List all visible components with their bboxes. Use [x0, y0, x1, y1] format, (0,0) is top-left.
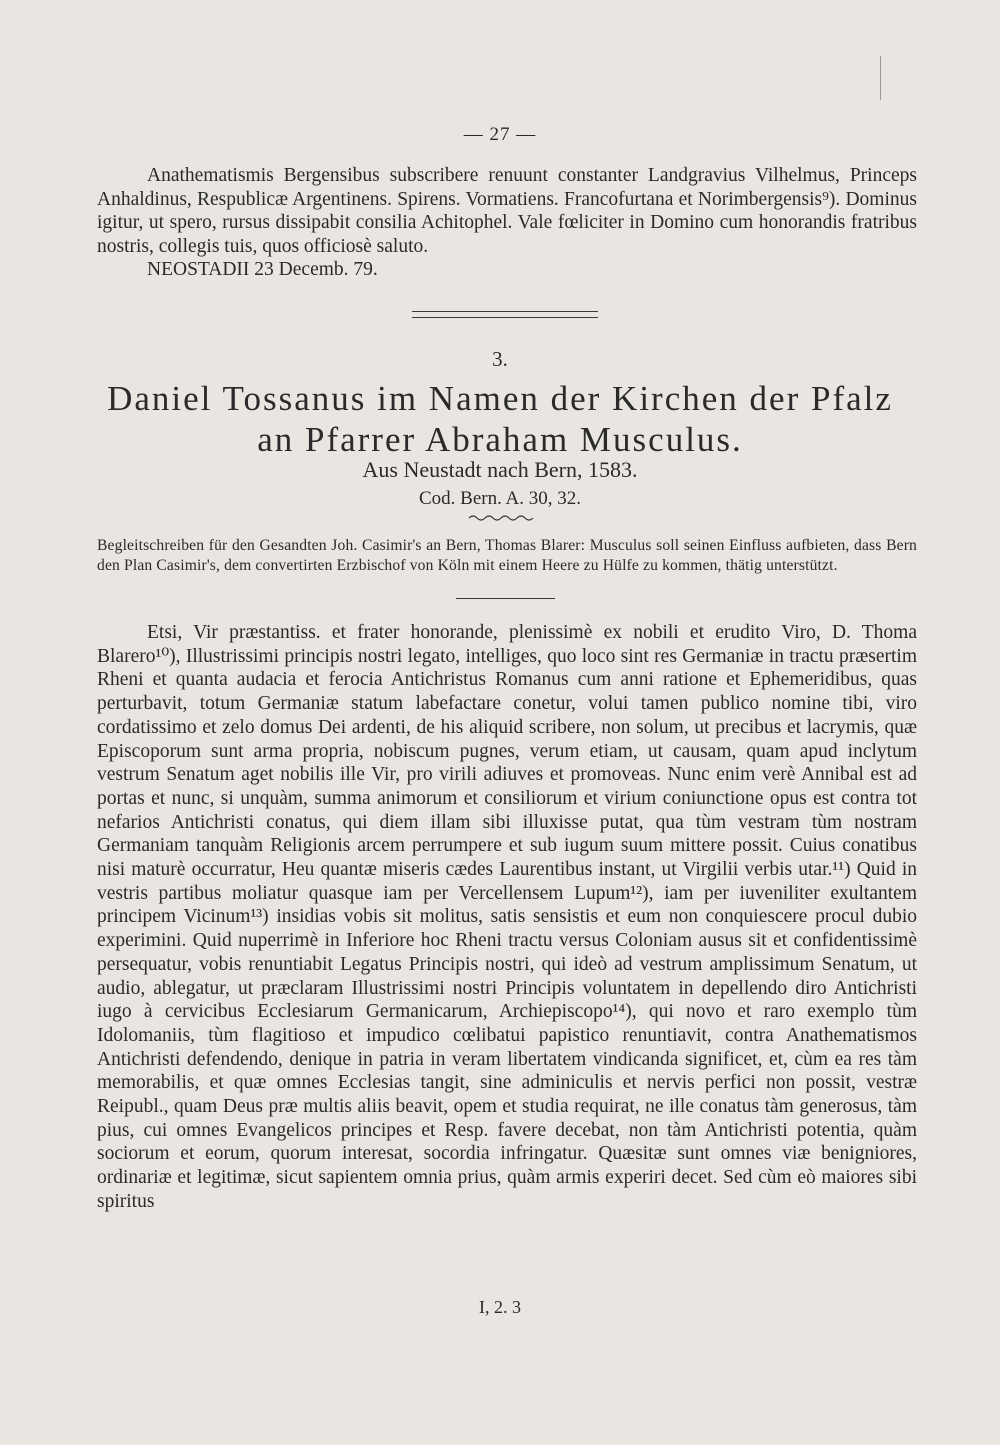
signature-mark: I, 2. 3 — [479, 1297, 521, 1317]
page-number: — 27 — — [463, 124, 537, 145]
short-rule-divider — [456, 598, 555, 599]
section-title-line1: Daniel Tossanus im Namen der Kirchen der Pfalz — [107, 379, 893, 418]
section-title-line2: an Pfarrer Abraham Musculus. — [257, 420, 743, 459]
wavy-divider — [467, 513, 537, 523]
double-rule-divider — [412, 311, 598, 318]
scan-margin-mark — [880, 56, 881, 100]
section-subtitle: Aus Neustadt nach Bern, 1583. — [362, 457, 638, 482]
summary-paragraph: Begleitschreiben für den Gesandten Joh. Casimir's an Bern, Thomas Blarer: Musculus soll seinen Einfluss aufbieten, dass Bern den Plan Casimir's, dem convertirten Erzbischof von Köln mit einem Heere zu Hülfe zu kommen, thätig unterstützt. — [97, 537, 917, 574]
dateline: NEOSTADII 23 Decemb. 79. — [147, 259, 378, 280]
intro-paragraph: Anathematismis Bergensibus subscribere renuunt constanter Landgravius Vilhelmus, Princeps Anhaldinus, Respublicæ Argentinens. Spirens. Vormatiens. Francofurtana et Norimbergensis⁹). Dominus igitur, ut spero, rursus dissipabit consilia Achitophel. Vale fœliciter in Domino cum honorandis fratribus nostris, collegis tuis, quos officiosè saluto. — [97, 165, 917, 257]
main-letter-text: Etsi, Vir præstantiss. et frater honorande, plenissimè ex nobili et erudito Viro, D. Thoma Blarero¹⁰), Illustrissimi principis nostri legato, intelliges, quo loco sint res Germaniæ in tractu præsertim Rheni et quanta audacia et ferocia Antichristus Romanus cum anni ratione et Ephemeridibus, quas perturbavit, totum Germaniæ statum labefactare conetur, volui tamen publico nomine tibi, viro cordatissimo et zelo domus Dei ardenti, de his aliquid scribere, non solum, ut precibus et lacrymis, quæ Episcoporum sunt arma propria, nobiscum pugnes, verum etiam, ut causam, quam apud inclytum vestrum Senatum aget nobilis ille Vir, pro virili adiuves et promoveas. Nunc enim verè Annibal est ad portas et nunc, si unquàm, summa animorum et consiliorum et virium coniunctione opus est contra tot nefarios Antichristi conatus, qui diem illam sibi illuxisse putat, qua tùm vestram tùm nostram Germaniam tanquàm Religionis arcem perrumpere et sub iugum suum mittere possit. Cuius conatibus nisi maturè occurratur, Heu quantæ miseris cædes Laurentibus instant, ut Virgilii verbis utar.¹¹) Quid in vestris partibus moliatur quasque iam per Vercellensem Lupum¹²), iam per iuveniliter exultantem principem Vicinum¹³) insidias vobis sit molitus, satis sensistis et eum non conquiescere procul dubio experimini. Quid nuperrimè in Inferiore hoc Rheni tractu versus Coloniam ausus sit et confidentissimè persequatur, vobis renuntiabit Legatus Principis nostri, qui ideò ad vestrum amplissimum Senatum, ut audio, ablegatur, ut præclaram Illustrissimi nostri Principis voluntatem in depellendo diro Antichristi iugo à cervicibus Ecclesiarum Germanicarum, Archiepiscopo¹⁴), qui novo et raro exemplo tùm Idolomaniis, tùm flagitioso et impudico cœlibatui papistico renuntiavit, contra Anathematismos Antichristi defendendo, denique in patria in veram libertatem vindicanda significet, et, cùm ea res tàm memorabilis, et quæ omnes Ecclesias tangit, sine adminiculis et nervis perfici non possit, vestræ Reipubl., quam Deus præ multis aliis beavit, opem et studia requirat, ne ille conatus tàm generosus, tàm pius, cui omnes Evangelicos principes et Resp. favere decebat, non tàm Antichristi potentia, quàm sociorum et eorum, quorum interesat, socordia infringatur. Quæsitæ sunt omnes viæ benigniores, ordinariæ et legitimæ, sicut sapientem omnia prius, quàm armis experiri decet. Sed cùm eò maiores sibi spiritus — [97, 622, 917, 1212]
codex-reference: Cod. Bern. A. 30, 32. — [418, 488, 582, 509]
section-title — [0, 378, 1000, 460]
section-number: 3. — [492, 347, 508, 371]
